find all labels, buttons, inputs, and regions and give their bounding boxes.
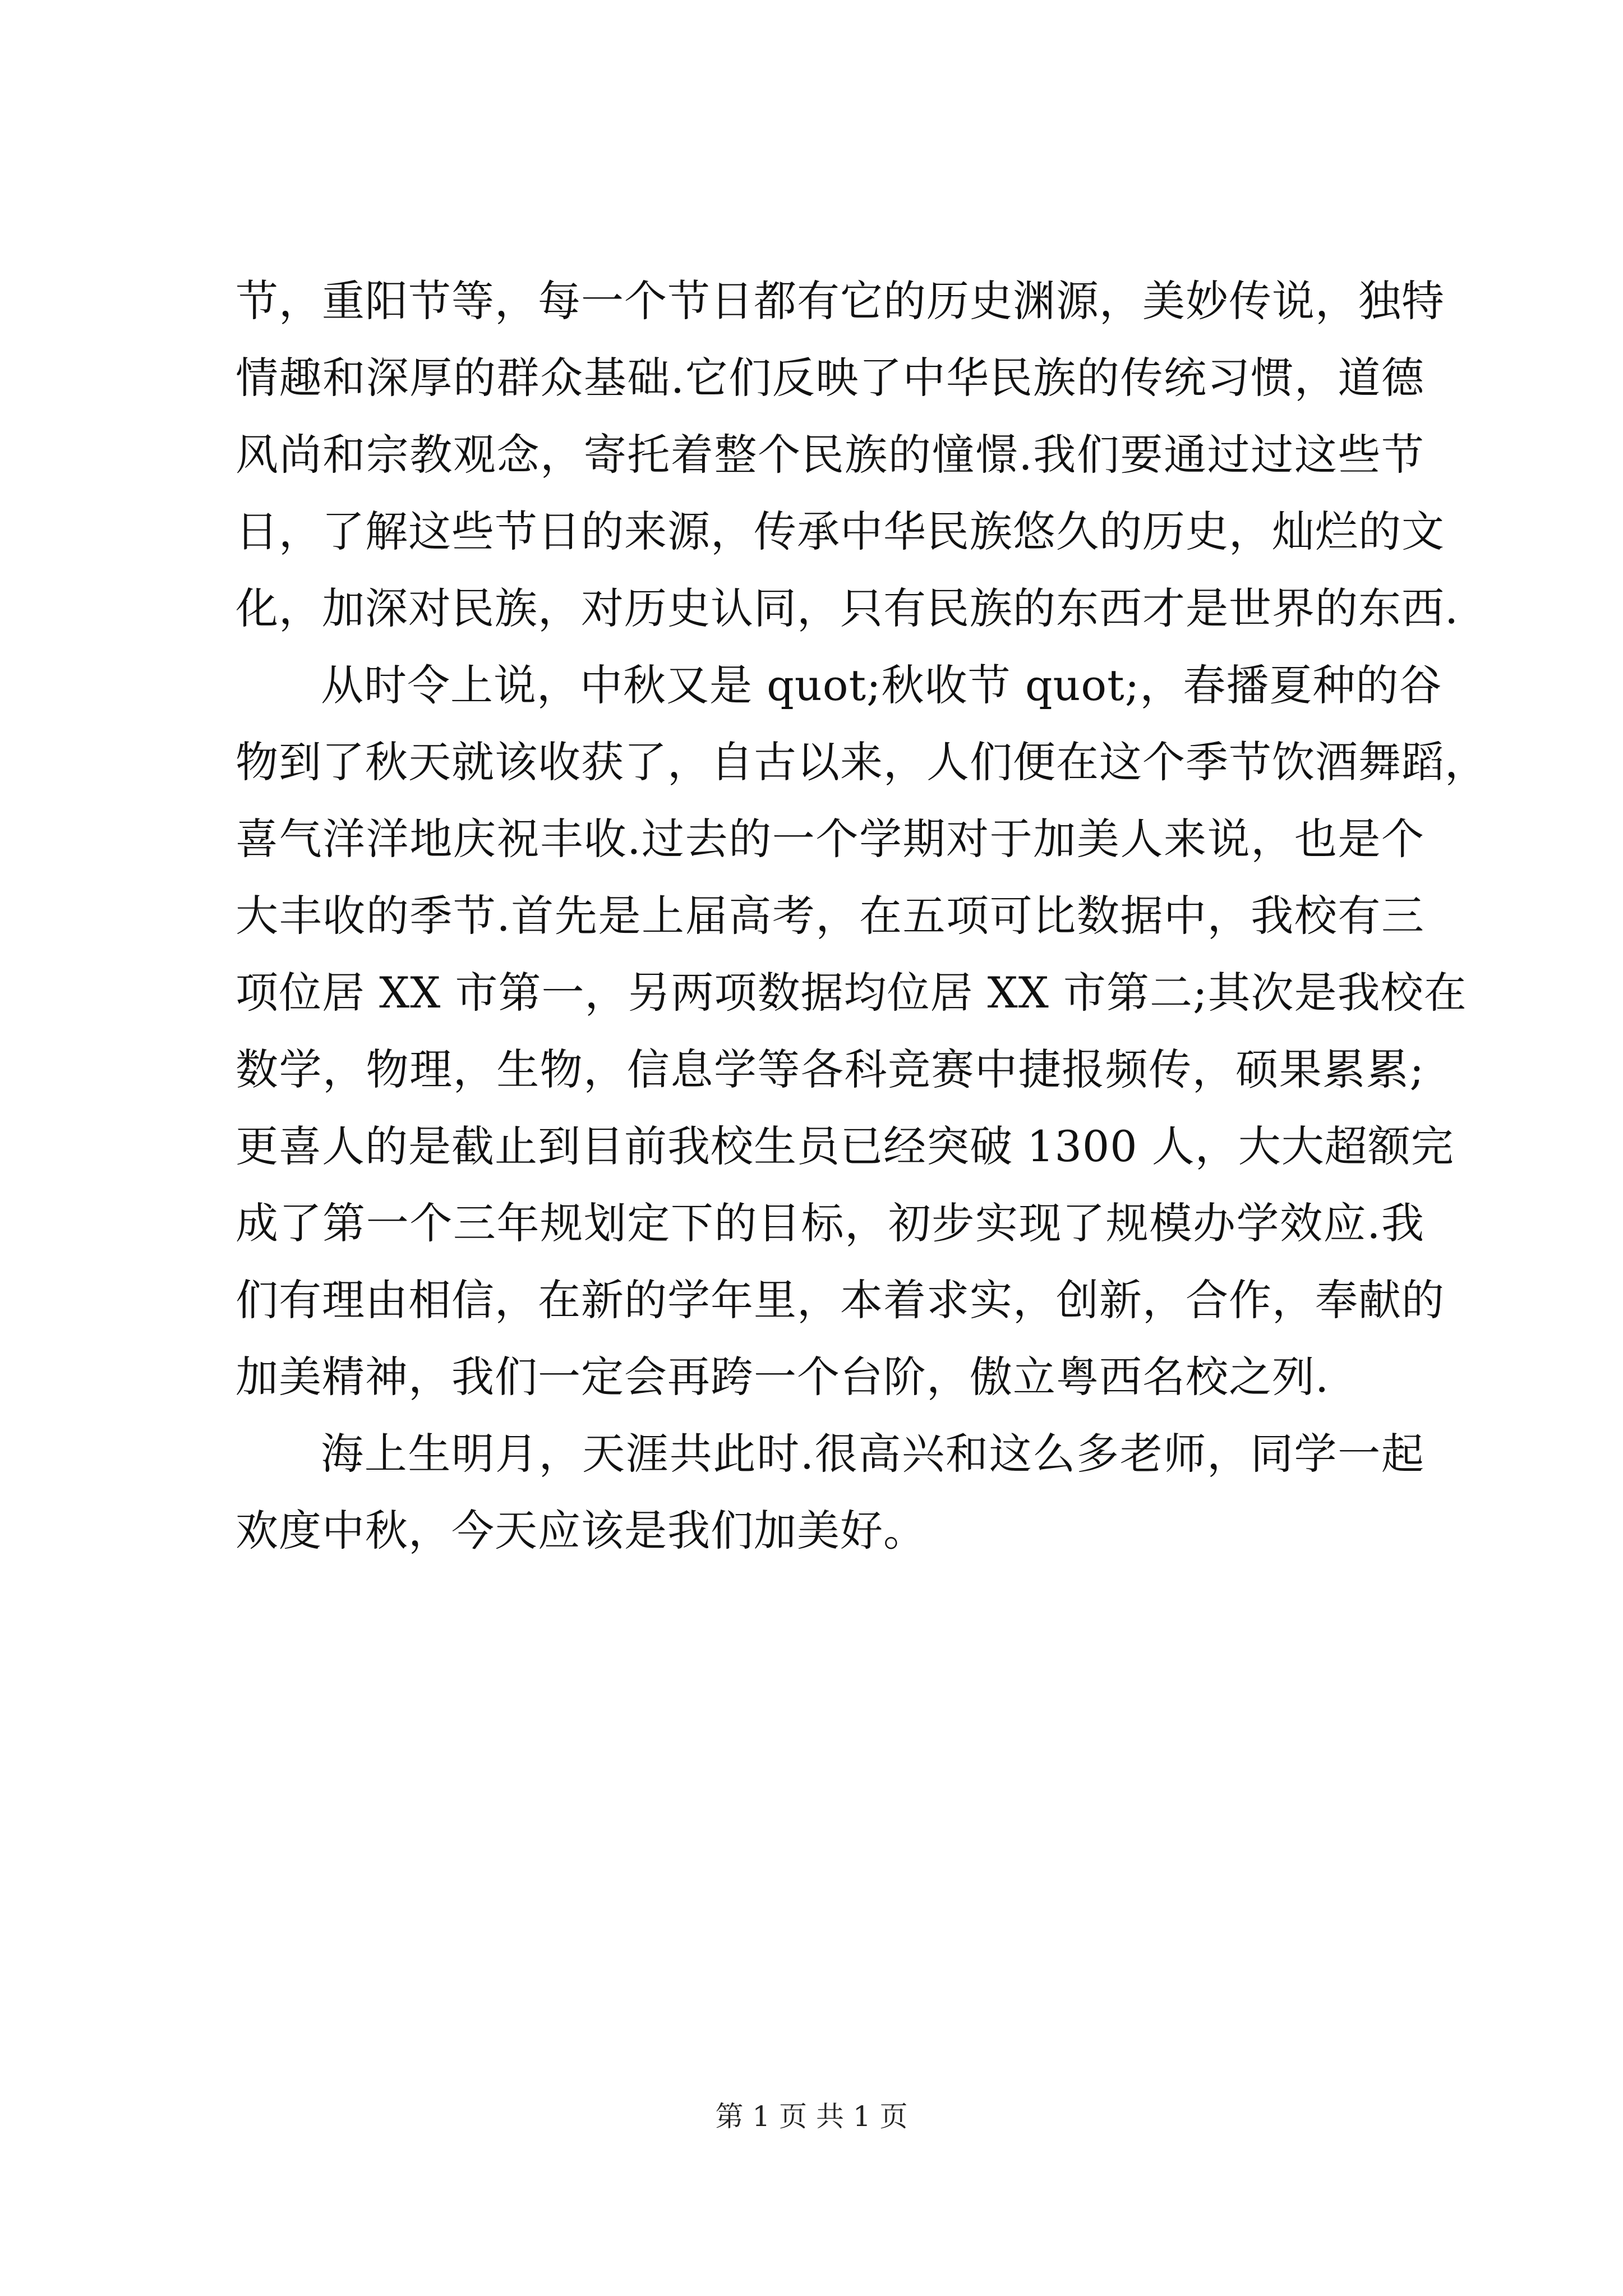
paragraph-2-line-7: 更喜人的是截止到目前我校生员已经突破 1300 人，大大超额完 [236, 1121, 1454, 1171]
page-number-footer: 第 1 页 共 1 页 [715, 2100, 908, 2133]
paragraph-1-line-5: 化，加深对民族，对历史认同，只有民族的东西才是世界的东西. [236, 583, 1459, 633]
paragraph-3-line-1: 海上生明月，天涯共此时.很高兴和这么多老师，同学一起 [321, 1429, 1424, 1479]
paragraph-1-line-1: 节，重阳节等，每一个节日都有它的历史渊源，美妙传说，独特 [236, 276, 1445, 326]
paragraph-3-line-2: 欢度中秋，今天应该是我们加美好。 [236, 1506, 926, 1556]
paragraph-2-line-1: 从时令上说，中秋又是 quot;秋收节 quot;，春播夏种的谷 [321, 660, 1442, 710]
document-body [236, 263, 1488, 1569]
paragraph-2-line-2: 物到了秋天就该收获了，自古以来，人们便在这个季节饮酒舞蹈， [236, 737, 1488, 787]
paragraph-2-line-6: 数学，物理，生物，信息学等各科竞赛中捷报频传，硕果累累; [236, 1045, 1424, 1094]
paragraph-2-line-8: 成了第一个三年规划定下的目标，初步实现了规模办学效应.我 [236, 1198, 1424, 1248]
paragraph-1-line-3: 风尚和宗教观念，寄托着整个民族的憧憬.我们要通过过这些节 [236, 430, 1424, 480]
paragraph-2-line-10: 加美精神，我们一定会再跨一个台阶，傲立粤西名校之列. [236, 1352, 1330, 1402]
paragraph-2-line-3: 喜气洋洋地庆祝丰收.过去的一个学期对于加美人来说，也是个 [236, 814, 1424, 864]
paragraph-1-line-2: 情趣和深厚的群众基础.它们反映了中华民族的传统习惯，道德 [236, 353, 1424, 403]
paragraph-1-line-4: 日，了解这些节日的来源，传承中华民族悠久的历史，灿烂的文 [236, 507, 1445, 556]
paragraph-2-line-5: 项位居 XX 市第一，另两项数据均位居 XX 市第二;其次是我校在 [236, 968, 1467, 1018]
paragraph-2-line-9: 们有理由相信，在新的学年里，本着求实，创新，合作，奉献的 [236, 1275, 1445, 1325]
paragraph-2-line-4: 大丰收的季节.首先是上届高考，在五项可比数据中，我校有三 [236, 891, 1424, 941]
